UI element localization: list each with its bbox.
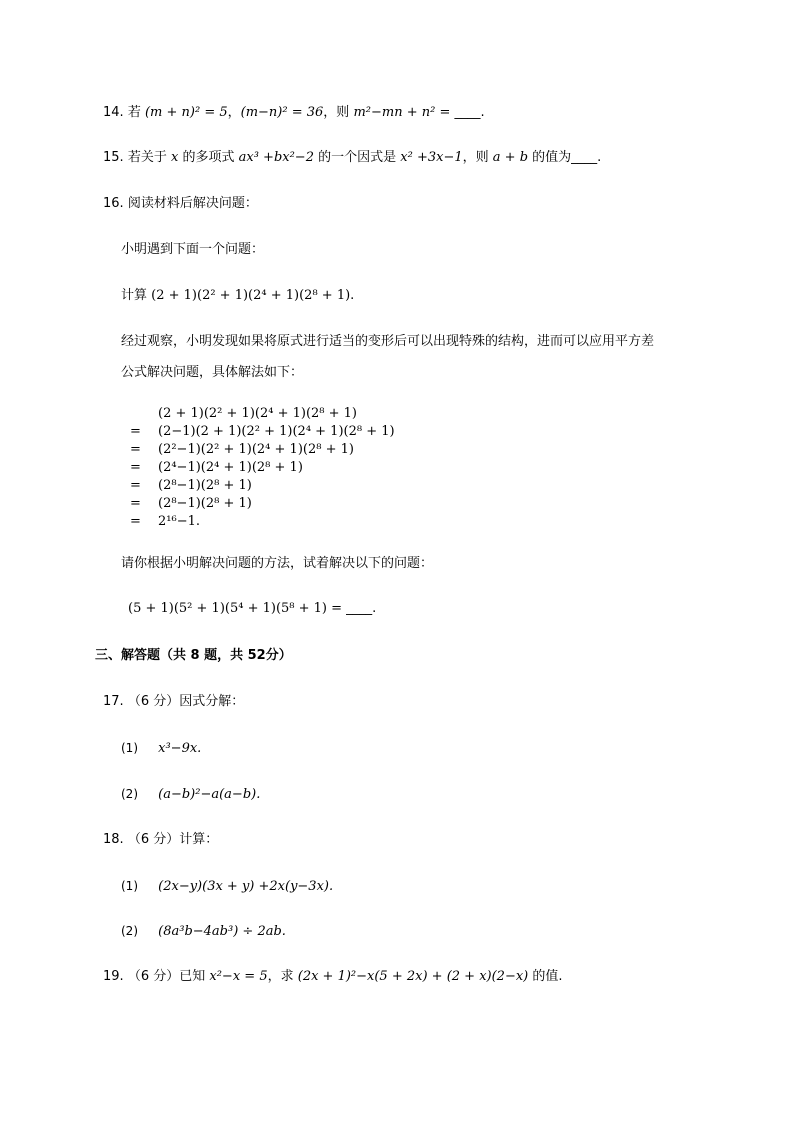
answer-blank: ____ xyxy=(454,105,481,120)
part-label: (1) xyxy=(121,741,138,755)
math-expression: (a−b)²−a(a−b). xyxy=(158,787,261,802)
solution-step: = 2¹⁶−1. xyxy=(130,514,200,529)
math-expression: (8a³b−4ab³) ÷ 2ab. xyxy=(158,924,286,939)
score: （6 分） xyxy=(127,832,180,847)
q18-part-2 xyxy=(121,922,286,941)
solution-step: = (2⁸−1)(2⁸ + 1) xyxy=(130,496,252,511)
question-16-title: 16. 阅读材料后解决问题： xyxy=(103,196,258,211)
part-label: (1) xyxy=(121,879,138,893)
q17-part-1 xyxy=(121,739,201,758)
math-expression: (2x + 1)²−x(5 + 2x) + (2 + x)(2−x) xyxy=(297,969,529,984)
section-title: 三、解答题（共 8 题，共 52分） xyxy=(95,648,292,663)
question-number: 16. xyxy=(103,196,124,211)
score: （6 分） xyxy=(127,694,180,709)
math-expression: a + b xyxy=(492,150,529,165)
math-expression: (m−n)² = 36 xyxy=(240,105,324,120)
q16-solution-steps xyxy=(130,405,395,531)
answer-blank: ____ xyxy=(346,601,373,616)
q17-part-2 xyxy=(121,785,260,804)
question-17: 17. （6 分）因式分解： xyxy=(103,694,245,709)
math-expression: (m + n)² = 5 xyxy=(144,105,228,120)
question-number: 19. xyxy=(103,969,124,984)
math-expression: (2 + 1)(2² + 1)(2⁴ + 1)(2⁸ + 1). xyxy=(151,288,355,303)
part-label: (2) xyxy=(121,787,138,801)
math-expression: ax³ +bx²−2 xyxy=(238,150,314,165)
question-19: 19. （6 分）已知 x²−x = 5，求 (2x + 1)²−x(5 + 2x) + (2 + x)(2−x) 的值. xyxy=(103,969,563,984)
score: （6 分） xyxy=(127,969,180,984)
solution-step: = (2²−1)(2² + 1)(2⁴ + 1)(2⁸ + 1) xyxy=(130,442,354,457)
q16-explain-2: 公式解决问题，具体解法如下： xyxy=(121,365,304,380)
question-18: 18. （6 分）计算： xyxy=(103,832,219,847)
q16-intro: 小明遇到下面一个问题： xyxy=(121,242,265,257)
q16-task: 请你根据小明解决问题的方法，试着解决以下的问题： xyxy=(121,556,434,571)
solution-step: = (2⁸−1)(2⁸ + 1) xyxy=(130,478,252,493)
math-expression: m²−mn + n² = xyxy=(353,105,451,120)
solution-step: = (2⁴−1)(2⁴ + 1)(2⁸ + 1) xyxy=(130,460,303,475)
math-expression: (5 + 1)(5² + 1)(5⁴ + 1)(5⁸ + 1) = xyxy=(128,601,343,616)
q16-explain-1: 经过观察，小明发现如果将原式进行适当的变形后可以出现特殊的结构，进而可以应用平方差 xyxy=(121,334,655,349)
question-number: 18. xyxy=(103,832,124,847)
answer-blank: ____ xyxy=(571,150,598,165)
question-number: 17. xyxy=(103,694,124,709)
solution-step: = (2−1)(2 + 1)(2² + 1)(2⁴ + 1)(2⁸ + 1) xyxy=(130,424,395,439)
math-expression: x³−9x. xyxy=(158,741,202,756)
part-label: (2) xyxy=(121,924,138,938)
question-number: 14. xyxy=(103,105,124,120)
math-expression: (2x−y)(3x + y) +2x(y−3x). xyxy=(158,879,334,894)
question-number: 15. xyxy=(103,150,124,165)
math-expression: x² +3x−1 xyxy=(400,150,463,165)
solution-step: (2 + 1)(2² + 1)(2⁴ + 1)(2⁸ + 1) xyxy=(158,406,358,421)
q16-calc: 计算 (2 + 1)(2² + 1)(2⁴ + 1)(2⁸ + 1). xyxy=(121,288,355,303)
q18-part-1 xyxy=(121,877,333,896)
question-15: 15. 若关于 x 的多项式 ax³ +bx²−2 的一个因式是 x² +3x−1，则 a + b 的值为____. xyxy=(103,150,602,165)
math-expression: x²−x = 5 xyxy=(209,969,268,984)
q16-task-expression: (5 + 1)(5² + 1)(5⁴ + 1)(5⁸ + 1) = ____. xyxy=(128,601,377,616)
question-14: 14. 若 (m + n)² = 5，(m−n)² = 36，则 m²−mn + n² = ____. xyxy=(103,105,485,120)
